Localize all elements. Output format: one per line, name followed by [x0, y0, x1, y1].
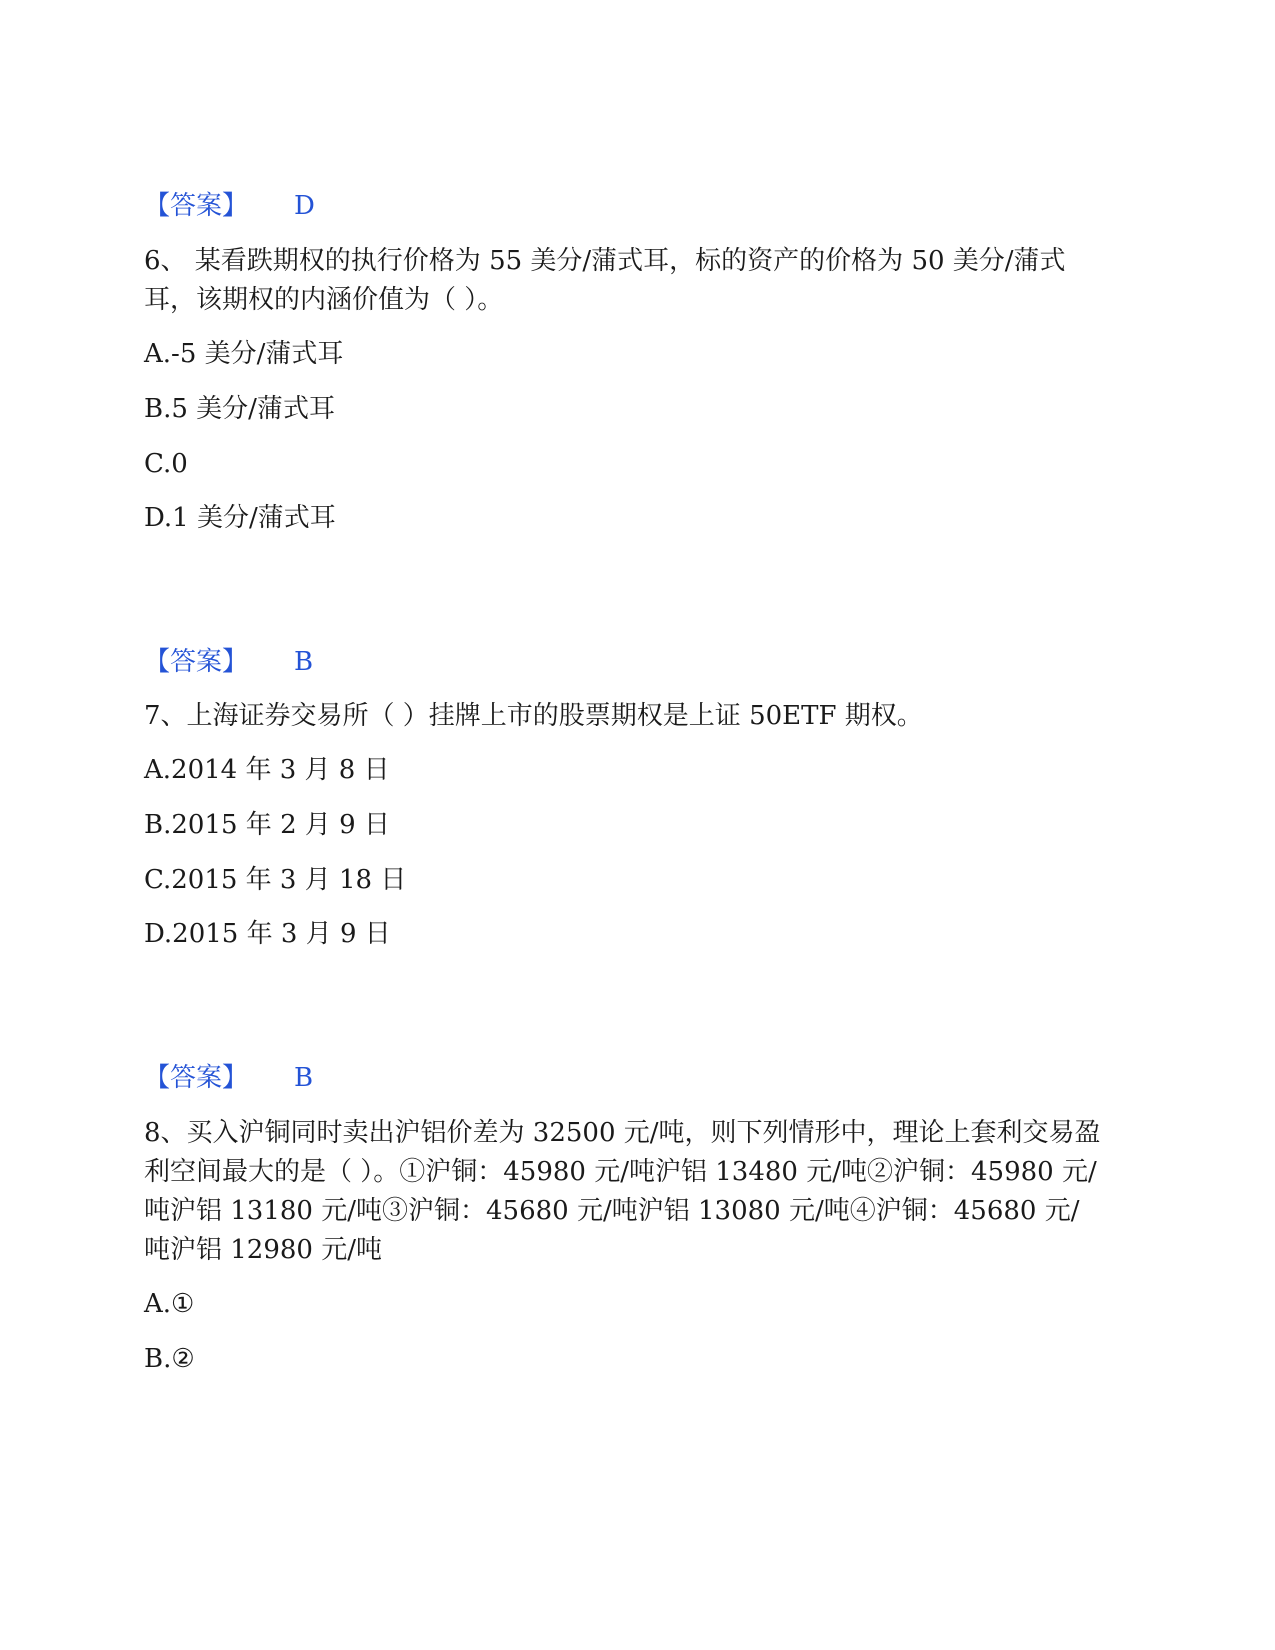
- question-7: 7、上海证券交易所（ ）挂牌上市的股票期权是上证 50ETF 期权。: [144, 701, 923, 731]
- answer-line: [144, 188, 1104, 224]
- option-8b: B.②: [144, 1344, 195, 1374]
- answer-label: 【答案】: [144, 647, 249, 677]
- answer-label: 【答案】: [144, 1063, 249, 1093]
- answer-value: B: [294, 1063, 314, 1093]
- answer-value: D: [294, 191, 315, 221]
- answer-line: [144, 1060, 1104, 1096]
- option-6d: D.1 美分/蒲式耳: [144, 503, 336, 533]
- question-6: 6、 某看跌期权的执行价格为 55 美分/蒲式耳，标的资产的价格为 50 美分/蒲式耳，该期权的内涵价值为（ ）。: [144, 246, 1066, 315]
- option-7c: C.2015 年 3 月 18 日: [144, 865, 407, 895]
- option-7d: D.2015 年 3 月 9 日: [144, 919, 391, 949]
- option-7b: B.2015 年 2 月 9 日: [144, 810, 390, 840]
- answer-line: [144, 644, 1104, 680]
- option-6c: C.0: [144, 449, 188, 479]
- option-7a: A.2014 年 3 月 8 日: [144, 755, 390, 785]
- option-6a: A.-5 美分/蒲式耳: [144, 339, 344, 369]
- question-8: 8、买入沪铜同时卖出沪铝价差为 32500 元/吨，则下列情形中，理论上套利交易盈利空间最大的是（ ）。①沪铜：45980 元/吨沪铝 13480 元/吨②沪铜：45980 元/吨沪铝 13180 元/吨③沪铜：45680 元/吨沪铝 13080 元/吨④沪铜：45680 元/吨沪铝 12980 元/吨: [144, 1118, 1101, 1265]
- answer-label: 【答案】: [144, 191, 249, 221]
- option-6b: B.5 美分/蒲式耳: [144, 394, 335, 424]
- answer-value: B: [294, 647, 314, 677]
- option-8a: A.①: [144, 1289, 195, 1319]
